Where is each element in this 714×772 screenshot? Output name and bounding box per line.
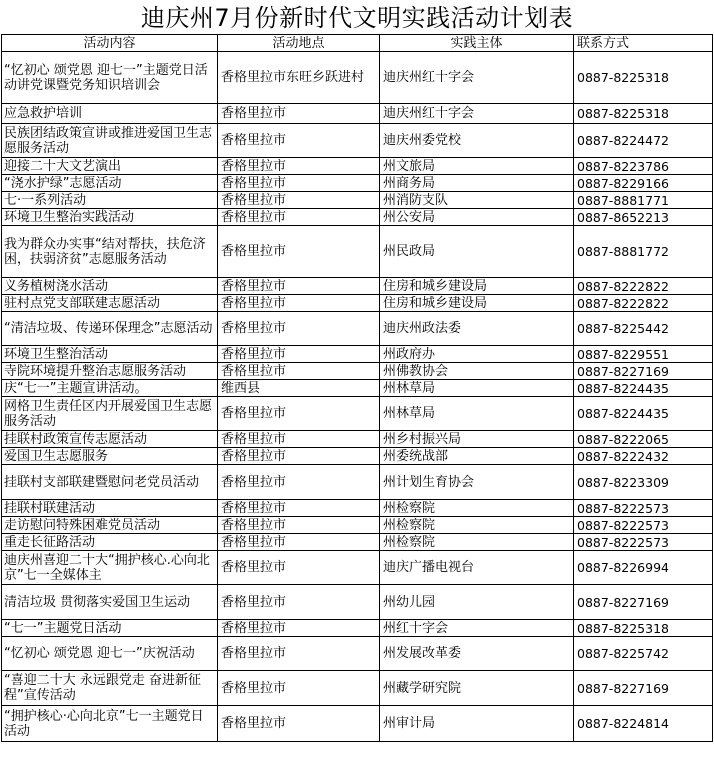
cell-contact: 0887-8225318 — [574, 104, 713, 124]
cell-location: 香格里拉市 — [218, 551, 380, 585]
table-body — [2, 52, 713, 742]
table-row — [2, 397, 713, 431]
cell-activity-content: 网格卫生责任区内开展爱国卫生志愿服务活动 — [2, 397, 218, 431]
cell-location: 维西县 — [218, 380, 380, 397]
cell-contact: 0887-8881772 — [574, 226, 713, 278]
table-row — [2, 448, 713, 465]
cell-activity-content: “浇水护绿”志愿活动 — [2, 175, 218, 192]
cell-contact: 0887-8225318 — [574, 620, 713, 637]
table-row — [2, 380, 713, 397]
cell-subject: 州公安局 — [380, 209, 574, 226]
cell-activity-content: 驻村点党支部联建志愿活动 — [2, 295, 218, 312]
cell-activity-content: 迎接二十大文艺演出 — [2, 158, 218, 175]
cell-subject: 州藏学研究院 — [380, 671, 574, 706]
cell-subject: 迪庆州红十字会 — [380, 104, 574, 124]
table-row — [2, 585, 713, 620]
table-row — [2, 158, 713, 175]
header-subject: 实践主体 — [380, 35, 574, 52]
table-row — [2, 706, 713, 742]
table-row — [2, 104, 713, 124]
table-row — [2, 175, 713, 192]
cell-contact: 0887-8222573 — [574, 500, 713, 517]
cell-subject: 州委统战部 — [380, 448, 574, 465]
cell-subject: 州林草局 — [380, 380, 574, 397]
cell-activity-content: 我为群众办实事“结对帮扶，扶危济困，扶弱济贫”志愿服务活动 — [2, 226, 218, 278]
table-row — [2, 465, 713, 500]
cell-activity-content: 庆“七一”主题宣讲活动。 — [2, 380, 218, 397]
cell-contact: 0887-8222822 — [574, 295, 713, 312]
cell-contact: 0887-8881771 — [574, 192, 713, 209]
cell-contact: 0887-8223309 — [574, 465, 713, 500]
cell-subject: 州文旅局 — [380, 158, 574, 175]
cell-location: 香格里拉市 — [218, 226, 380, 278]
cell-contact: 0887-8222822 — [574, 278, 713, 295]
cell-location: 香格里拉市 — [218, 397, 380, 431]
cell-location: 香格里拉市 — [218, 465, 380, 500]
table-row — [2, 346, 713, 363]
cell-contact: 0887-8222573 — [574, 517, 713, 534]
table-row — [2, 278, 713, 295]
cell-subject: 住房和城乡建设局 — [380, 295, 574, 312]
cell-activity-content: 挂联村联建活动 — [2, 500, 218, 517]
cell-contact: 0887-8227169 — [574, 671, 713, 706]
header-location: 活动地点 — [218, 35, 380, 52]
activity-plan-table — [1, 34, 713, 742]
cell-location: 香格里拉市 — [218, 346, 380, 363]
cell-activity-content: 重走长征路活动 — [2, 534, 218, 551]
table-row — [2, 295, 713, 312]
cell-subject: 州审计局 — [380, 706, 574, 742]
table-row — [2, 124, 713, 158]
cell-contact: 0887-8222065 — [574, 431, 713, 448]
cell-contact: 0887-8224435 — [574, 380, 713, 397]
table-row — [2, 192, 713, 209]
cell-location: 香格里拉市 — [218, 517, 380, 534]
table-row — [2, 209, 713, 226]
cell-subject: 州检察院 — [380, 517, 574, 534]
table-row — [2, 671, 713, 706]
cell-location: 香格里拉市 — [218, 637, 380, 671]
cell-subject: 州消防支队 — [380, 192, 574, 209]
cell-activity-content: 迪庆州喜迎二十大“拥护核心.心向北京”七一全媒体主 — [2, 551, 218, 585]
table-row — [2, 620, 713, 637]
cell-location: 香格里拉市 — [218, 448, 380, 465]
cell-activity-content: “拥护核心·心向北京”七一主题党日活动 — [2, 706, 218, 742]
cell-location: 香格里拉市 — [218, 312, 380, 346]
cell-location: 香格里拉市 — [218, 431, 380, 448]
cell-location: 香格里拉市 — [218, 192, 380, 209]
table-row — [2, 52, 713, 104]
cell-contact: 0887-8226994 — [574, 551, 713, 585]
cell-activity-content: 清洁垃圾 贯彻落实爱国卫生运动 — [2, 585, 218, 620]
cell-contact: 0887-8652213 — [574, 209, 713, 226]
cell-location: 香格里拉市 — [218, 363, 380, 380]
cell-contact: 0887-8222432 — [574, 448, 713, 465]
cell-location: 香格里拉市 — [218, 209, 380, 226]
cell-activity-content: “喜迎二十大 永远跟党走 奋进新征程”宣传活动 — [2, 671, 218, 706]
cell-subject: 迪庆州政法委 — [380, 312, 574, 346]
cell-location: 香格里拉市 — [218, 534, 380, 551]
cell-activity-content: 环境卫生整治实践活动 — [2, 209, 218, 226]
header-content: 活动内容 — [2, 35, 218, 52]
cell-location: 香格里拉市 — [218, 295, 380, 312]
cell-activity-content: 义务植树浇水活动 — [2, 278, 218, 295]
cell-location: 香格里拉市 — [218, 620, 380, 637]
cell-activity-content: “忆初心 颂党恩 迎七一”主题党日活动讲党课暨党务知识培训会 — [2, 52, 218, 104]
table-row — [2, 500, 713, 517]
cell-activity-content: 寺院环境提升整治志愿服务活动 — [2, 363, 218, 380]
cell-subject: 州检察院 — [380, 534, 574, 551]
cell-location: 香格里拉市 — [218, 124, 380, 158]
cell-location: 香格里拉市 — [218, 278, 380, 295]
cell-contact: 0887-8224814 — [574, 706, 713, 742]
cell-subject: 州乡村振兴局 — [380, 431, 574, 448]
cell-subject: 州红十字会 — [380, 620, 574, 637]
table-row — [2, 226, 713, 278]
cell-subject: 州幼儿园 — [380, 585, 574, 620]
table-row — [2, 534, 713, 551]
cell-subject: 住房和城乡建设局 — [380, 278, 574, 295]
cell-location: 香格里拉市 — [218, 158, 380, 175]
table-row — [2, 551, 713, 585]
cell-location: 香格里拉市 — [218, 706, 380, 742]
cell-contact: 0887-8222573 — [574, 534, 713, 551]
cell-subject: 迪庆州委党校 — [380, 124, 574, 158]
cell-activity-content: 七·一系列活动 — [2, 192, 218, 209]
cell-contact: 0887-8229551 — [574, 346, 713, 363]
cell-contact: 0887-8227169 — [574, 363, 713, 380]
cell-contact: 0887-8224472 — [574, 124, 713, 158]
cell-activity-content: “七一”主题党日活动 — [2, 620, 218, 637]
cell-subject: 州商务局 — [380, 175, 574, 192]
cell-subject: 州计划生育协会 — [380, 465, 574, 500]
cell-contact: 0887-8223786 — [574, 158, 713, 175]
cell-subject: 州林草局 — [380, 397, 574, 431]
cell-subject: 州检察院 — [380, 500, 574, 517]
cell-activity-content: 挂联村支部联建暨慰问老党员活动 — [2, 465, 218, 500]
cell-activity-content: 民族团结政策宣讲或推进爱国卫生志愿服务活动 — [2, 124, 218, 158]
cell-contact: 0887-8225318 — [574, 52, 713, 104]
cell-subject: 迪庆州红十字会 — [380, 52, 574, 104]
cell-activity-content: “忆初心 颂党恩 迎七一”庆祝活动 — [2, 637, 218, 671]
table-row — [2, 637, 713, 671]
cell-location: 香格里拉市 — [218, 500, 380, 517]
table-row — [2, 517, 713, 534]
cell-contact: 0887-8225442 — [574, 312, 713, 346]
table-row — [2, 431, 713, 448]
table-row — [2, 363, 713, 380]
cell-location: 香格里拉市东旺乡跃进村 — [218, 52, 380, 104]
header-contact: 联系方式 — [574, 35, 713, 52]
cell-subject: 州发展改革委 — [380, 637, 574, 671]
cell-location: 香格里拉市 — [218, 671, 380, 706]
page-title: 迪庆州7月份新时代文明实践活动计划表 — [140, 4, 574, 32]
cell-contact: 0887-8227169 — [574, 585, 713, 620]
cell-activity-content: 挂联村政策宣传志愿活动 — [2, 431, 218, 448]
cell-activity-content: 爱国卫生志愿服务 — [2, 448, 218, 465]
cell-activity-content: 走访慰问特殊困难党员活动 — [2, 517, 218, 534]
cell-activity-content: 应急救护培训 — [2, 104, 218, 124]
table-header-row — [2, 35, 713, 52]
cell-location: 香格里拉市 — [218, 585, 380, 620]
cell-subject: 州政府办 — [380, 346, 574, 363]
cell-subject: 州佛教协会 — [380, 363, 574, 380]
cell-subject: 迪庆广播电视台 — [380, 551, 574, 585]
cell-contact: 0887-8225742 — [574, 637, 713, 671]
cell-location: 香格里拉市 — [218, 175, 380, 192]
table-row — [2, 312, 713, 346]
cell-subject: 州民政局 — [380, 226, 574, 278]
cell-contact: 0887-8229166 — [574, 175, 713, 192]
cell-location: 香格里拉市 — [218, 104, 380, 124]
cell-activity-content: 环境卫生整治活动 — [2, 346, 218, 363]
cell-activity-content: “清洁垃圾、传递环保理念”志愿活动 — [2, 312, 218, 346]
cell-contact: 0887-8224435 — [574, 397, 713, 431]
